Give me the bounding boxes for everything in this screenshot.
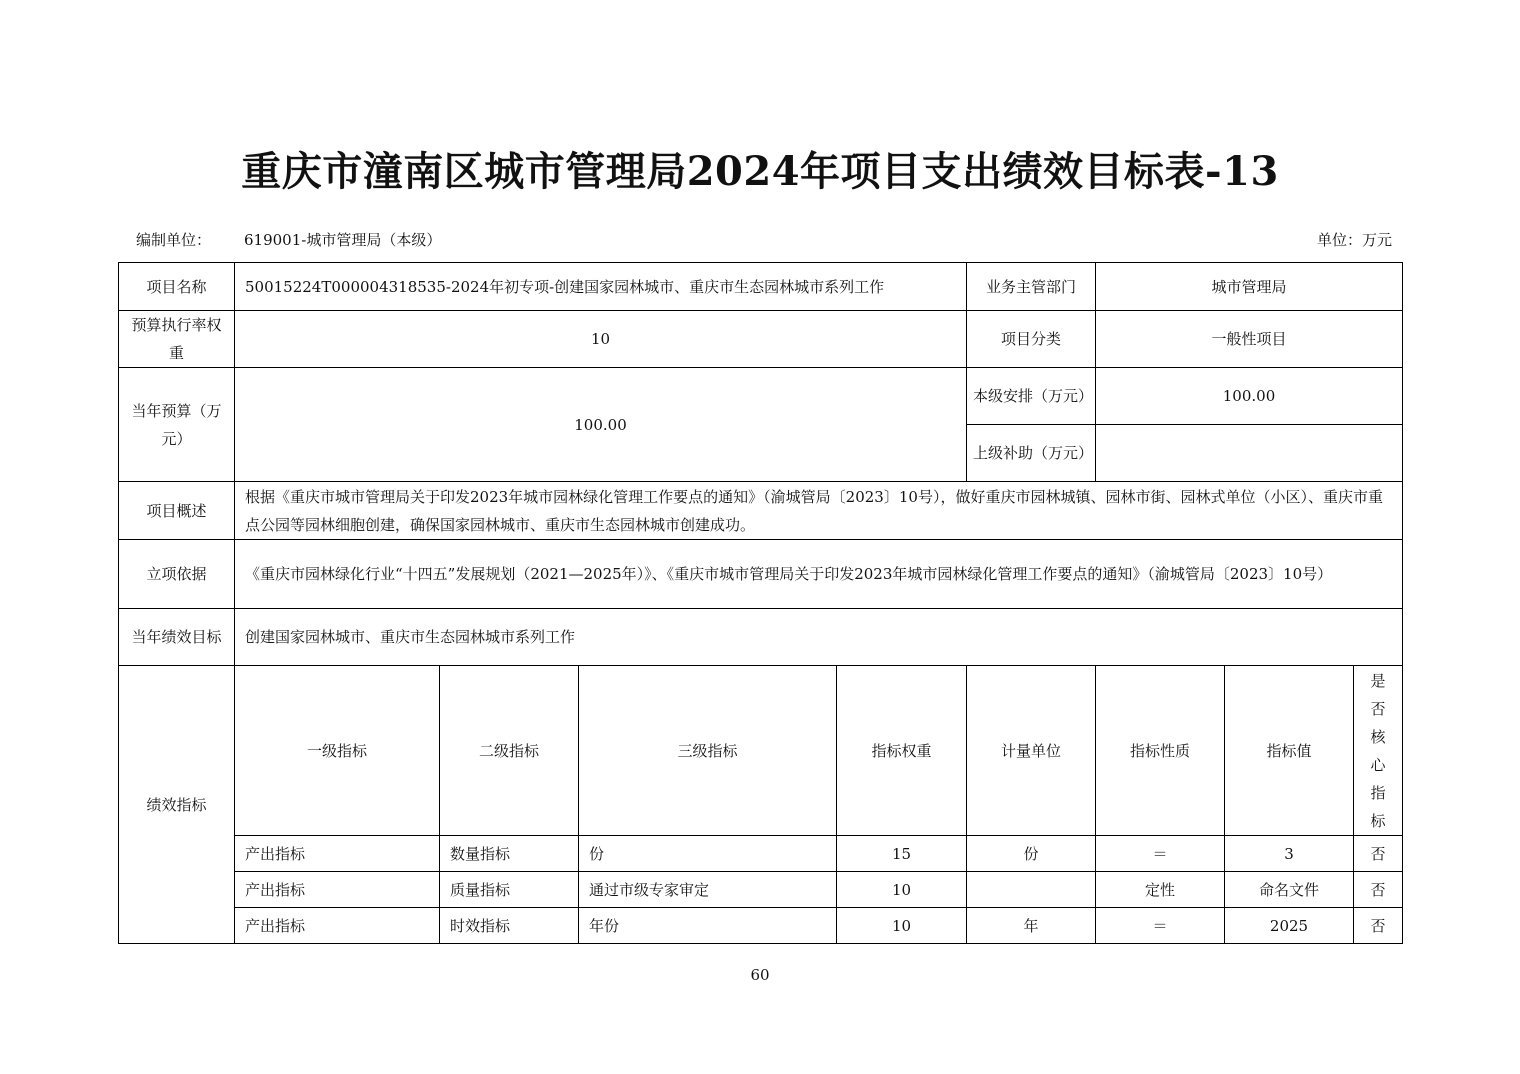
unit-text: 单位：万元 bbox=[1316, 231, 1392, 249]
basis-label: 立项依据 bbox=[119, 540, 235, 609]
department-label: 业务主管部门 bbox=[967, 263, 1096, 311]
header-level3: 三级指标 bbox=[579, 666, 837, 836]
row1-level2: 质量指标 bbox=[440, 872, 579, 908]
row0-nature: ＝ bbox=[1096, 836, 1225, 872]
upper-label: 上级补助（万元） bbox=[967, 425, 1096, 482]
budget-value: 100.00 bbox=[235, 368, 967, 482]
row2-weight: 10 bbox=[837, 908, 967, 944]
local-value: 100.00 bbox=[1096, 368, 1403, 425]
project-name-label: 项目名称 bbox=[119, 263, 235, 311]
row-budget bbox=[119, 368, 1403, 425]
category-value: 一般性项目 bbox=[1096, 311, 1403, 368]
row1-core: 否 bbox=[1354, 872, 1403, 908]
row2-value: 2025 bbox=[1225, 908, 1354, 944]
indicator-row bbox=[119, 836, 1403, 872]
row2-level1: 产出指标 bbox=[235, 908, 440, 944]
header-value: 指标值 bbox=[1225, 666, 1354, 836]
page-title: 重庆市潼南区城市管理局2024年项目支出绩效目标表-13 bbox=[241, 148, 1279, 195]
header-nature: 指标性质 bbox=[1096, 666, 1225, 836]
header-level1: 一级指标 bbox=[235, 666, 440, 836]
row1-level1: 产出指标 bbox=[235, 872, 440, 908]
goal-label: 当年绩效目标 bbox=[119, 609, 235, 666]
row-basis bbox=[119, 540, 1403, 609]
row-overview bbox=[119, 482, 1403, 540]
budget-label: 当年预算（万元） bbox=[119, 368, 235, 482]
row1-weight: 10 bbox=[837, 872, 967, 908]
weight-label: 预算执行率权重 bbox=[119, 311, 235, 368]
page-number: 60 bbox=[750, 966, 770, 984]
indicator-section-label: 绩效指标 bbox=[119, 666, 235, 944]
row-weight bbox=[119, 311, 1403, 368]
row2-unit: 年 bbox=[967, 908, 1096, 944]
org-value: 619001-城市管理局（本级） bbox=[244, 231, 442, 249]
row-project-name bbox=[119, 263, 1403, 311]
row0-value: 3 bbox=[1225, 836, 1354, 872]
row0-level3: 份 bbox=[579, 836, 837, 872]
row2-core: 否 bbox=[1354, 908, 1403, 944]
indicator-row bbox=[119, 908, 1403, 944]
indicator-header-row bbox=[119, 666, 1403, 836]
row0-core: 否 bbox=[1354, 836, 1403, 872]
header-core bbox=[1354, 666, 1403, 836]
header-core-text: 是否核心指标 bbox=[1370, 671, 1386, 830]
indicator-row bbox=[119, 872, 1403, 908]
overview-label: 项目概述 bbox=[119, 482, 235, 540]
row1-nature: 定性 bbox=[1096, 872, 1225, 908]
row2-level3: 年份 bbox=[579, 908, 837, 944]
header-weight: 指标权重 bbox=[837, 666, 967, 836]
row0-level1: 产出指标 bbox=[235, 836, 440, 872]
row2-nature: ＝ bbox=[1096, 908, 1225, 944]
row0-weight: 15 bbox=[837, 836, 967, 872]
header-level2: 二级指标 bbox=[440, 666, 579, 836]
row2-level2: 时效指标 bbox=[440, 908, 579, 944]
category-label: 项目分类 bbox=[967, 311, 1096, 368]
row1-level3: 通过市级专家审定 bbox=[579, 872, 837, 908]
weight-value: 10 bbox=[235, 311, 967, 368]
overview-value: 根据《重庆市城市管理局关于印发2023年城市园林绿化管理工作要点的通知》（渝城管局〔2023〕10号），做好重庆市园林城镇、园林市街、园林式单位（小区）、重庆市重点公园等园林细胞创建，确保国家园林城市、重庆市生态园林城市创建成功。 bbox=[235, 482, 1403, 540]
project-name-value: 50015224T000004318535-2024年初专项-创建国家园林城市、重庆市生态园林城市系列工作 bbox=[235, 263, 967, 311]
header-unit: 计量单位 bbox=[967, 666, 1096, 836]
department-value: 城市管理局 bbox=[1096, 263, 1403, 311]
basis-value: 《重庆市园林绿化行业“十四五”发展规划（2021—2025年）》、《重庆市城市管理局关于印发2023年城市园林绿化管理工作要点的通知》（渝城管局〔2023〕10号） bbox=[235, 540, 1403, 609]
row1-unit bbox=[967, 872, 1096, 908]
goal-value: 创建国家园林城市、重庆市生态园林城市系列工作 bbox=[235, 609, 1403, 666]
row1-value: 命名文件 bbox=[1225, 872, 1354, 908]
performance-target-table bbox=[118, 262, 1403, 944]
upper-value bbox=[1096, 425, 1403, 482]
org-label: 编制单位： bbox=[136, 231, 212, 249]
row0-level2: 数量指标 bbox=[440, 836, 579, 872]
row-goal bbox=[119, 609, 1403, 666]
local-label: 本级安排（万元） bbox=[967, 368, 1096, 425]
row0-unit: 份 bbox=[967, 836, 1096, 872]
